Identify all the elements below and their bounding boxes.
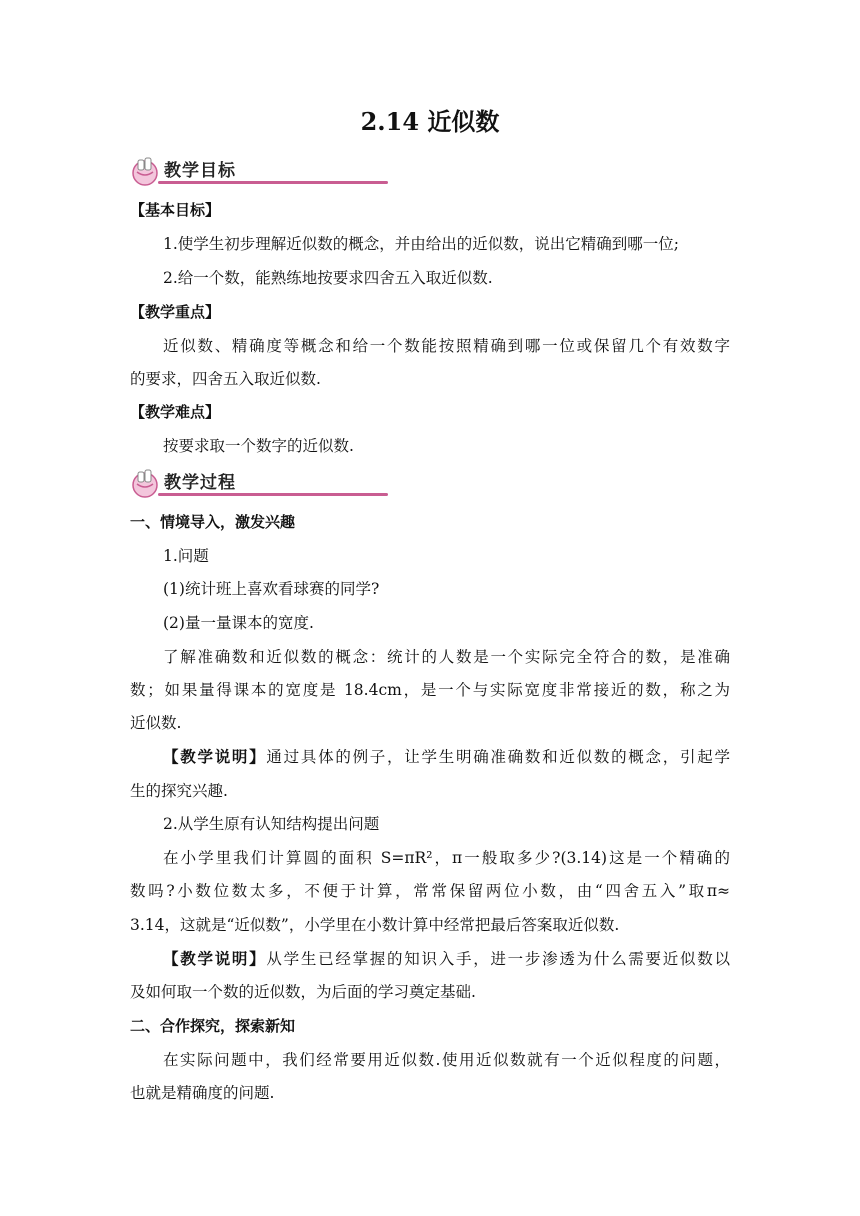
teaching-note-1-line-2: 生的探究兴趣. [130, 782, 228, 800]
teaching-note-2 [163, 944, 730, 974]
banner-title: 教学目标 [164, 156, 240, 181]
basic-goal-2: 2.给一个数，能熟练地按要求四舍五入取近似数. [163, 269, 493, 287]
book-badge-icon [128, 154, 162, 186]
banner-underline [158, 181, 388, 184]
note-text: 通过具体的例子，让学生明确准确数和近似数的概念，引起学 [266, 748, 730, 766]
difficulty-line-1: 按要求取一个数字的近似数. [163, 437, 354, 455]
paragraph-1-line-1: 了解准确数和近似数的概念：统计的人数是一个实际完全符合的数，是准确 [163, 648, 730, 666]
banner-title: 教学过程 [164, 468, 240, 493]
teaching-note-2-line-2: 及如何取一个数的近似数，为后面的学习奠定基础. [130, 983, 476, 1001]
paragraph-3-line-2: 也就是精确度的问题. [130, 1084, 275, 1102]
paragraph-1-line-2: 数；如果量得课本的宽度是 18.4cm，是一个与实际宽度非常接近的数，称之为 [130, 681, 730, 699]
subsection-2-label: 2.从学生原有认知结构提出问题 [163, 815, 380, 833]
teaching-note-1 [163, 742, 730, 772]
paragraph-2-line-1: 在小学里我们计算圆的面积 S=πR²，π一般取多少?(3.14)这是一个精确的 [163, 849, 730, 867]
question-2: (2)量一量课本的宽度. [163, 614, 314, 632]
note-tag: 【教学说明】 [163, 748, 267, 766]
banner-underline [158, 493, 388, 496]
part1-heading: 一、情境导入，激发兴趣 [130, 513, 296, 531]
key-points-line-2: 的要求，四舍五入取近似数. [130, 370, 321, 388]
paragraph-1-line-3: 近似数. [130, 714, 182, 732]
key-points-heading: 【教学重点】 [130, 303, 221, 321]
key-points-line-1: 近似数、精确度等概念和给一个数能按照精确到哪一位或保留几个有效数字 [163, 337, 730, 355]
section-banner-process [128, 466, 268, 500]
book-badge-icon [128, 466, 162, 498]
section-banner-objectives [128, 154, 268, 188]
paragraph-3-line-1: 在实际问题中，我们经常要用近似数.使用近似数就有一个近似程度的问题， [163, 1051, 730, 1069]
note-tag: 【教学说明】 [163, 950, 267, 968]
paragraph-2-line-2: 数吗?小数位数太多，不便于计算，常常保留两位小数，由“四舍五入”取π≈ [130, 882, 730, 900]
paragraph-2-line-3: 3.14，这就是“近似数”，小学里在小数计算中经常把最后答案取近似数. [130, 916, 620, 934]
basic-goals-heading: 【基本目标】 [130, 201, 221, 219]
question-label: 1.问题 [163, 547, 209, 565]
part2-heading: 二、合作探究，探索新知 [130, 1017, 296, 1035]
difficulty-heading: 【教学难点】 [130, 403, 221, 421]
page-title: 2.14 近似数 [360, 107, 500, 136]
note-text: 从学生已经掌握的知识入手，进一步渗透为什么需要近似数以 [266, 950, 730, 968]
basic-goal-1: 1.使学生初步理解近似数的概念，并由给出的近似数，说出它精确到哪一位; [163, 235, 680, 253]
question-1: (1)统计班上喜欢看球赛的同学? [163, 580, 380, 598]
